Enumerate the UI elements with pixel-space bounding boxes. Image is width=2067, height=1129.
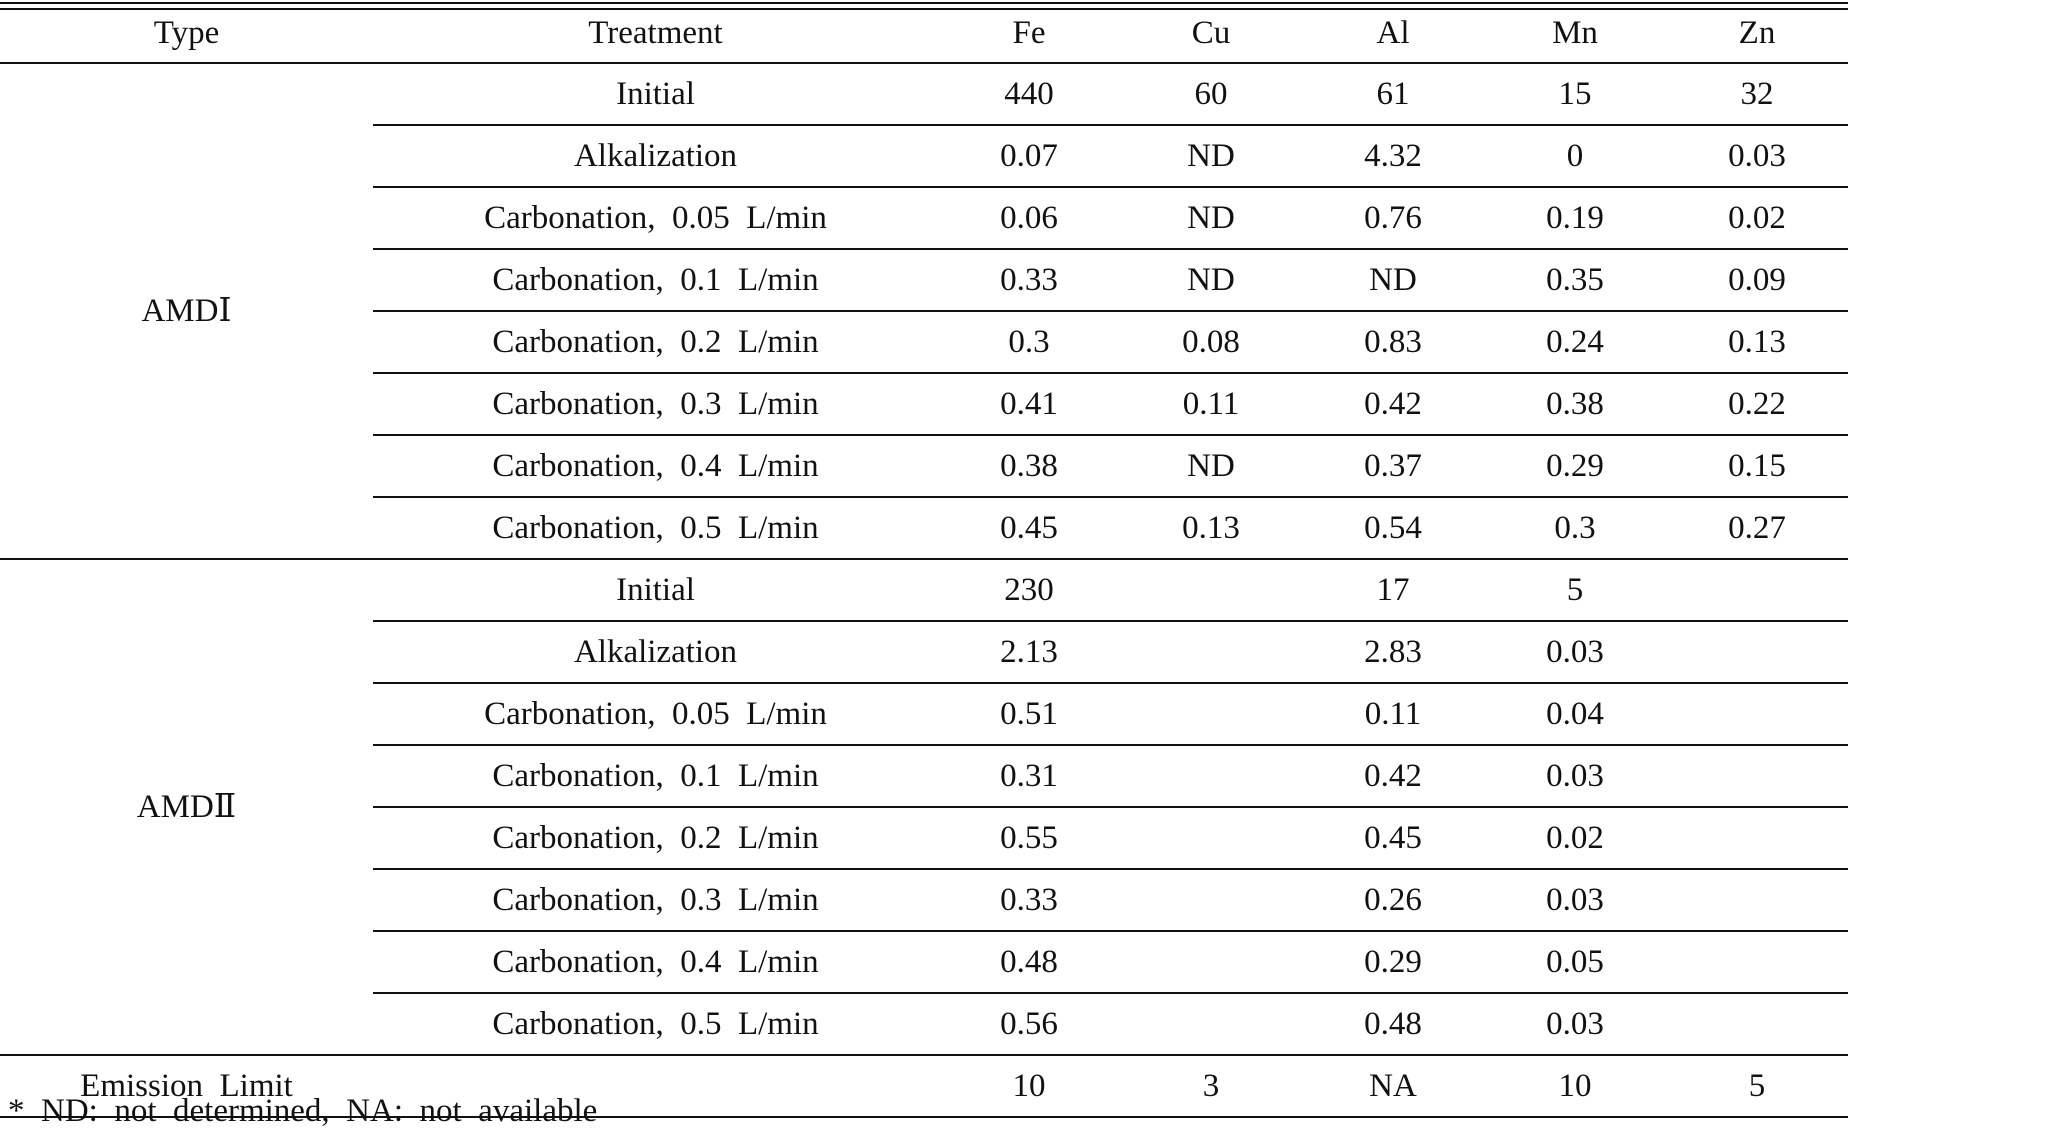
al-cell: 4.32 [1302,125,1484,187]
treatment-cell: Initial [373,559,938,621]
mn-cell: 0.03 [1484,745,1666,807]
header-fe: Fe [938,4,1120,63]
al-cell: 0.42 [1302,373,1484,435]
zn-cell: 0.22 [1666,373,1848,435]
al-cell: 2.83 [1302,621,1484,683]
fe-cell: 0.45 [938,497,1120,559]
zn-cell: 32 [1666,63,1848,125]
treatment-cell: Carbonation, 0.4 L/min [373,931,938,993]
mn-cell: 5 [1484,559,1666,621]
cu-cell [1120,621,1302,683]
cu-cell [1120,745,1302,807]
zn-cell [1666,621,1848,683]
header-zn: Zn [1666,4,1848,63]
cu-cell [1120,993,1302,1055]
table-row [0,559,1848,621]
table-row [0,63,1848,125]
type-cell: AMDⅠ [0,63,373,559]
header-treatment: Treatment [373,4,938,63]
cu-cell [1120,683,1302,745]
mn-cell: 0 [1484,125,1666,187]
treatment-cell: Carbonation, 0.2 L/min [373,311,938,373]
fe-cell: 0.48 [938,931,1120,993]
fe-cell: 0.33 [938,249,1120,311]
cu-cell [1120,869,1302,931]
zn-cell: 0.03 [1666,125,1848,187]
treatment-cell: Carbonation, 0.05 L/min [373,683,938,745]
mn-cell: 0.35 [1484,249,1666,311]
fe-cell: 0.33 [938,869,1120,931]
cu-cell: ND [1120,125,1302,187]
al-cell: 0.29 [1302,931,1484,993]
header-mn: Mn [1484,4,1666,63]
table-body [0,63,1848,1055]
emission-limit-mn: 10 [1484,1055,1666,1117]
fe-cell: 0.41 [938,373,1120,435]
mn-cell: 0.03 [1484,993,1666,1055]
cu-cell: ND [1120,249,1302,311]
al-cell: 0.45 [1302,807,1484,869]
treatment-cell: Initial [373,63,938,125]
zn-cell [1666,931,1848,993]
treatment-cell: Carbonation, 0.4 L/min [373,435,938,497]
al-cell: 0.37 [1302,435,1484,497]
fe-cell: 2.13 [938,621,1120,683]
zn-cell [1666,993,1848,1055]
al-cell: 61 [1302,63,1484,125]
al-cell: 0.42 [1302,745,1484,807]
emission-limit-al: NA [1302,1055,1484,1117]
treatment-cell: Carbonation, 0.3 L/min [373,373,938,435]
treatment-cell: Carbonation, 0.2 L/min [373,807,938,869]
header-cu: Cu [1120,4,1302,63]
zn-cell [1666,869,1848,931]
treatment-cell: Carbonation, 0.05 L/min [373,187,938,249]
zn-cell: 0.09 [1666,249,1848,311]
header-type: Type [0,4,373,63]
al-cell: 17 [1302,559,1484,621]
mn-cell: 0.19 [1484,187,1666,249]
mn-cell: 0.03 [1484,621,1666,683]
zn-cell [1666,807,1848,869]
fe-cell: 230 [938,559,1120,621]
zn-cell: 0.13 [1666,311,1848,373]
metal-concentration-table [0,4,1848,1118]
type-cell: AMDⅡ [0,559,373,1055]
emission-limit-zn: 5 [1666,1055,1848,1117]
fe-cell: 0.06 [938,187,1120,249]
table-footnote: * ND: not determined, NA: not available [8,1093,598,1129]
treatment-cell: Alkalization [373,125,938,187]
cu-cell [1120,931,1302,993]
al-cell: 0.11 [1302,683,1484,745]
zn-cell [1666,559,1848,621]
mn-cell: 0.29 [1484,435,1666,497]
header-al: Al [1302,4,1484,63]
mn-cell: 0.3 [1484,497,1666,559]
fe-cell: 0.38 [938,435,1120,497]
fe-cell: 0.07 [938,125,1120,187]
mn-cell: 0.04 [1484,683,1666,745]
treatment-cell: Alkalization [373,621,938,683]
fe-cell: 0.51 [938,683,1120,745]
cu-cell [1120,807,1302,869]
cu-cell: ND [1120,187,1302,249]
zn-cell [1666,683,1848,745]
zn-cell: 0.15 [1666,435,1848,497]
al-cell: 0.26 [1302,869,1484,931]
treatment-cell: Carbonation, 0.5 L/min [373,993,938,1055]
treatment-cell: Carbonation, 0.1 L/min [373,249,938,311]
mn-cell: 0.05 [1484,931,1666,993]
fe-cell: 0.55 [938,807,1120,869]
al-cell: 0.54 [1302,497,1484,559]
emission-limit-fe: 10 [938,1055,1120,1117]
al-cell: ND [1302,249,1484,311]
cu-cell: ND [1120,435,1302,497]
fe-cell: 0.31 [938,745,1120,807]
fe-cell: 0.56 [938,993,1120,1055]
zn-cell: 0.02 [1666,187,1848,249]
zn-cell: 0.27 [1666,497,1848,559]
treatment-cell: Carbonation, 0.1 L/min [373,745,938,807]
cu-cell: 0.13 [1120,497,1302,559]
cu-cell: 0.11 [1120,373,1302,435]
cu-cell: 0.08 [1120,311,1302,373]
treatment-cell: Carbonation, 0.5 L/min [373,497,938,559]
al-cell: 0.76 [1302,187,1484,249]
emission-limit-cu: 3 [1120,1055,1302,1117]
mn-cell: 0.24 [1484,311,1666,373]
al-cell: 0.83 [1302,311,1484,373]
mn-cell: 0.03 [1484,869,1666,931]
mn-cell: 0.02 [1484,807,1666,869]
header-row [0,4,1848,63]
zn-cell [1666,745,1848,807]
mn-cell: 15 [1484,63,1666,125]
treatment-cell: Carbonation, 0.3 L/min [373,869,938,931]
cu-cell: 60 [1120,63,1302,125]
emission-limit-label: Emission Limit [0,1055,373,1117]
cu-cell [1120,559,1302,621]
fe-cell: 440 [938,63,1120,125]
mn-cell: 0.38 [1484,373,1666,435]
fe-cell: 0.3 [938,311,1120,373]
al-cell: 0.48 [1302,993,1484,1055]
